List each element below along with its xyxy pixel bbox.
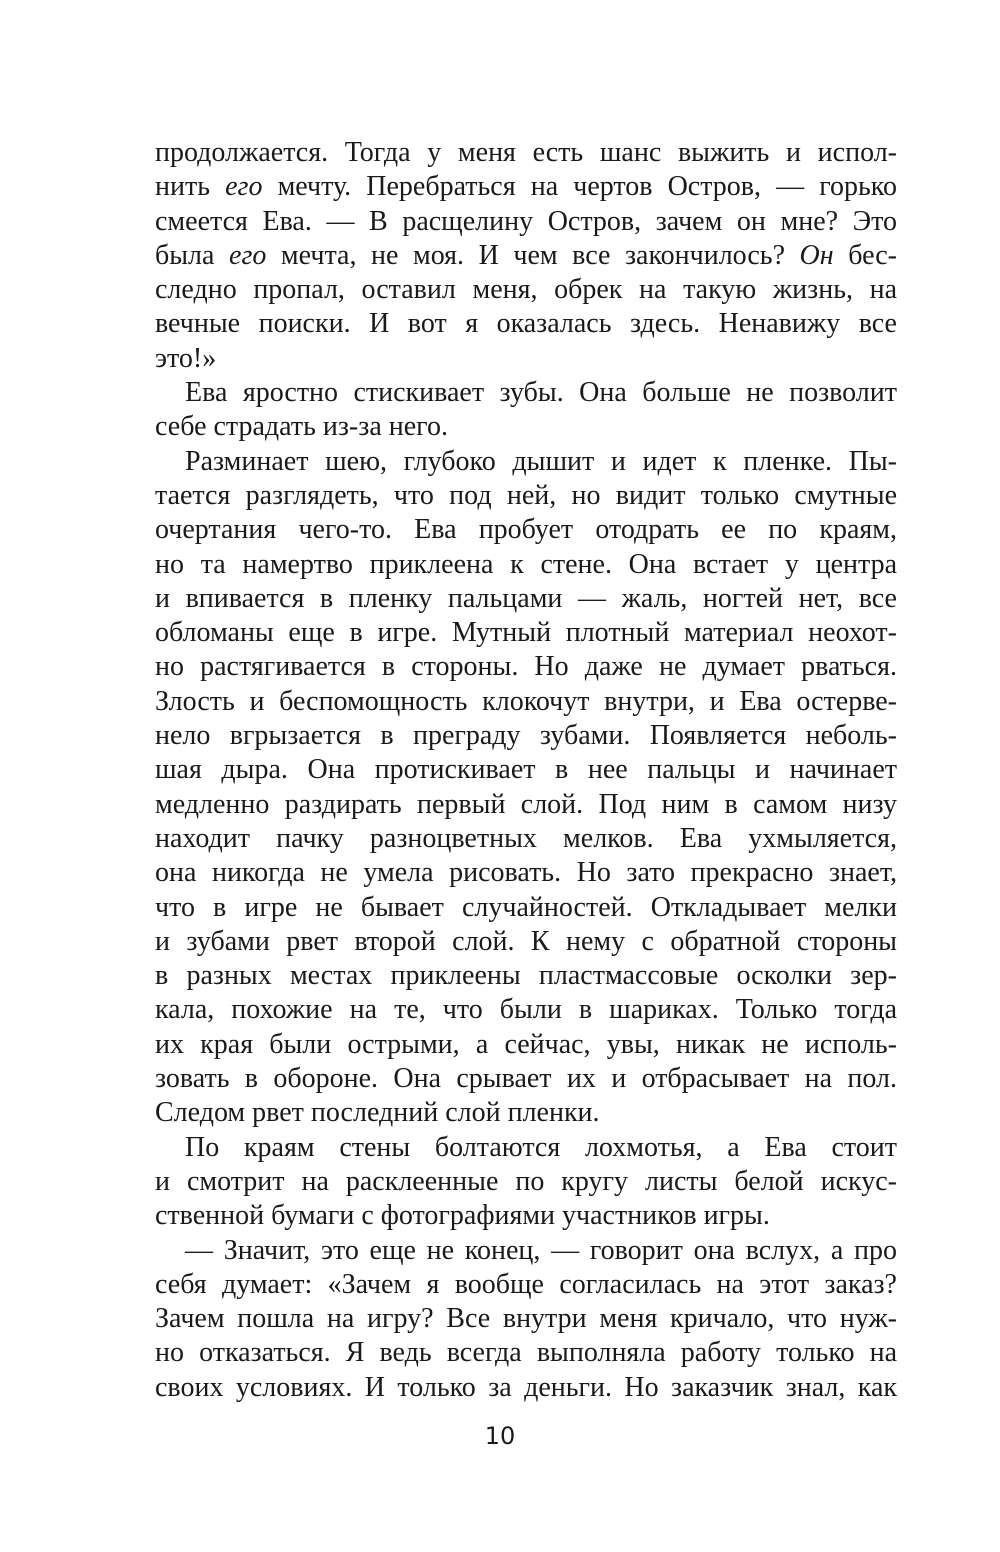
text-line bbox=[155, 205, 897, 239]
text-line bbox=[155, 1165, 897, 1199]
paragraph bbox=[155, 1131, 897, 1234]
text-segment: в разных местах приклеены пластмассовые осколки зер- bbox=[155, 960, 897, 992]
text-line bbox=[155, 548, 897, 582]
page-number: 10 bbox=[484, 1422, 516, 1450]
text-line bbox=[155, 273, 897, 307]
paragraph bbox=[155, 445, 897, 1131]
text-segment: медленно раздирать первый слой. Под ним в самом низу bbox=[155, 788, 897, 820]
text-segment: кала, похожие на те, что были в шариках. Только тогда bbox=[155, 994, 897, 1026]
text-line bbox=[155, 342, 897, 376]
paragraph bbox=[155, 1234, 897, 1405]
text-segment: себя думает: «Зачем я вообще согласилась на этот заказ? bbox=[155, 1268, 897, 1300]
text-segment: Ева яростно стискивает зубы. Она больше не позволит bbox=[185, 377, 897, 409]
text-line bbox=[155, 1268, 897, 1302]
text-line bbox=[155, 1336, 897, 1370]
text-segment: — Значит, это еще не конец, — говорит она вслух, а про bbox=[185, 1234, 897, 1266]
text-line bbox=[155, 788, 897, 822]
text-line bbox=[155, 307, 897, 341]
text-segment: Разминает шею, глубоко дышит и идет к пленке. Пы- bbox=[185, 445, 897, 477]
text-segment: Следом рвет последний слой пленки. bbox=[155, 1097, 600, 1129]
italic-text: его bbox=[225, 171, 263, 203]
text-line bbox=[155, 136, 897, 170]
text-segment: Зачем пошла на игру? Все внутри меня кричало, что нуж- bbox=[155, 1303, 897, 1335]
text-segment: что в игре не бывает случайностей. Откладывает мелки bbox=[155, 891, 897, 923]
text-segment: это!» bbox=[155, 342, 217, 374]
text-line bbox=[155, 1234, 897, 1268]
italic-text: его bbox=[229, 239, 267, 271]
text-line bbox=[155, 376, 897, 410]
text-segment: тается разглядеть, что под ней, но видит только смутные bbox=[155, 479, 897, 511]
text-segment: своих условиях. И только за деньги. Но заказчик знал, как bbox=[155, 1371, 897, 1403]
text-segment: зовать в обороне. Она срывает их и отбрасывает на пол. bbox=[155, 1063, 897, 1095]
text-segment: ственной бумаги с фотографиями участников игры. bbox=[155, 1200, 770, 1232]
text-line bbox=[155, 582, 897, 616]
text-segment: очертания чего-то. Ева пробует отодрать ее по краям, bbox=[155, 514, 897, 546]
text-segment: смеется Ева. — В расщелину Остров, зачем он мне? Это bbox=[155, 205, 897, 237]
text-segment: и впивается в пленку пальцами — жаль, ногтей нет, все bbox=[155, 582, 897, 614]
text-line bbox=[155, 856, 897, 890]
text-line bbox=[155, 685, 897, 719]
text-line bbox=[155, 925, 897, 959]
text-segment: нело вгрызается в преграду зубами. Появляется неболь- bbox=[155, 720, 897, 752]
text-segment: находит пачку разноцветных мелков. Ева ухмыляется, bbox=[155, 822, 897, 854]
text-line bbox=[155, 993, 897, 1027]
text-line bbox=[155, 650, 897, 684]
text-segment: она никогда не умела рисовать. Но зато прекрасно знает, bbox=[155, 857, 897, 889]
text-segment: шая дыра. Она протискивает в нее пальцы и начинает bbox=[155, 754, 897, 786]
text-segment: обломаны еще в игре. Мутный плотный материал неохот- bbox=[155, 617, 897, 649]
text-segment: но та намертво приклеена к стене. Она встает у центра bbox=[155, 548, 897, 580]
text-segment: но растягивается в стороны. Но даже не думает рваться. bbox=[155, 651, 897, 683]
paragraph bbox=[155, 136, 897, 376]
text-segment: и смотрит на расклеенные по кругу листы белой искус- bbox=[155, 1165, 897, 1197]
text-segment: их края были острыми, а сейчас, увы, никак не исполь- bbox=[155, 1028, 897, 1060]
text-line bbox=[155, 1302, 897, 1336]
text-line bbox=[155, 1371, 897, 1405]
text-line bbox=[155, 891, 897, 925]
text-line bbox=[155, 1062, 897, 1096]
text-line bbox=[155, 616, 897, 650]
text-line bbox=[155, 719, 897, 753]
text-segment: была bbox=[155, 239, 230, 271]
text-line bbox=[155, 1028, 897, 1062]
text-segment: мечта, не моя. И чем все закончилось? bbox=[266, 239, 800, 271]
text-segment: и зубами рвет второй слой. К нему с обратной стороны bbox=[155, 925, 897, 957]
book-page-body bbox=[155, 136, 897, 1405]
text-segment: себе страдать из-за него. bbox=[155, 411, 448, 443]
text-segment: продолжается. Тогда у меня есть шанс выжить и испол- bbox=[155, 137, 897, 168]
text-segment: вечные поиски. И вот я оказалась здесь. Ненавижу все bbox=[155, 308, 897, 340]
text-line bbox=[155, 170, 897, 204]
text-line bbox=[155, 410, 897, 444]
text-line bbox=[155, 959, 897, 993]
text-segment: бес- bbox=[833, 239, 897, 271]
text-line bbox=[155, 1199, 897, 1233]
text-line bbox=[155, 753, 897, 787]
text-segment: но отказаться. Я ведь всегда выполняла работу только на bbox=[155, 1337, 897, 1369]
text-line bbox=[155, 1131, 897, 1165]
text-segment: Злость и беспомощность клокочут внутри, и Ева остерве- bbox=[155, 685, 897, 717]
text-segment: следно пропал, оставил меня, обрек на такую жизнь, на bbox=[155, 274, 897, 306]
text-segment: мечту. Перебраться на чертов Остров, — горько bbox=[262, 171, 897, 203]
text-line bbox=[155, 822, 897, 856]
text-line bbox=[155, 1096, 897, 1130]
text-segment: По краям стены болтаются лохмотья, а Ева стоит bbox=[185, 1131, 897, 1163]
text-line bbox=[155, 513, 897, 547]
text-line bbox=[155, 239, 897, 273]
text-segment: нить bbox=[155, 171, 226, 203]
text-line bbox=[155, 479, 897, 513]
text-line bbox=[155, 445, 897, 479]
italic-text: Он bbox=[799, 239, 834, 271]
paragraph bbox=[155, 376, 897, 445]
